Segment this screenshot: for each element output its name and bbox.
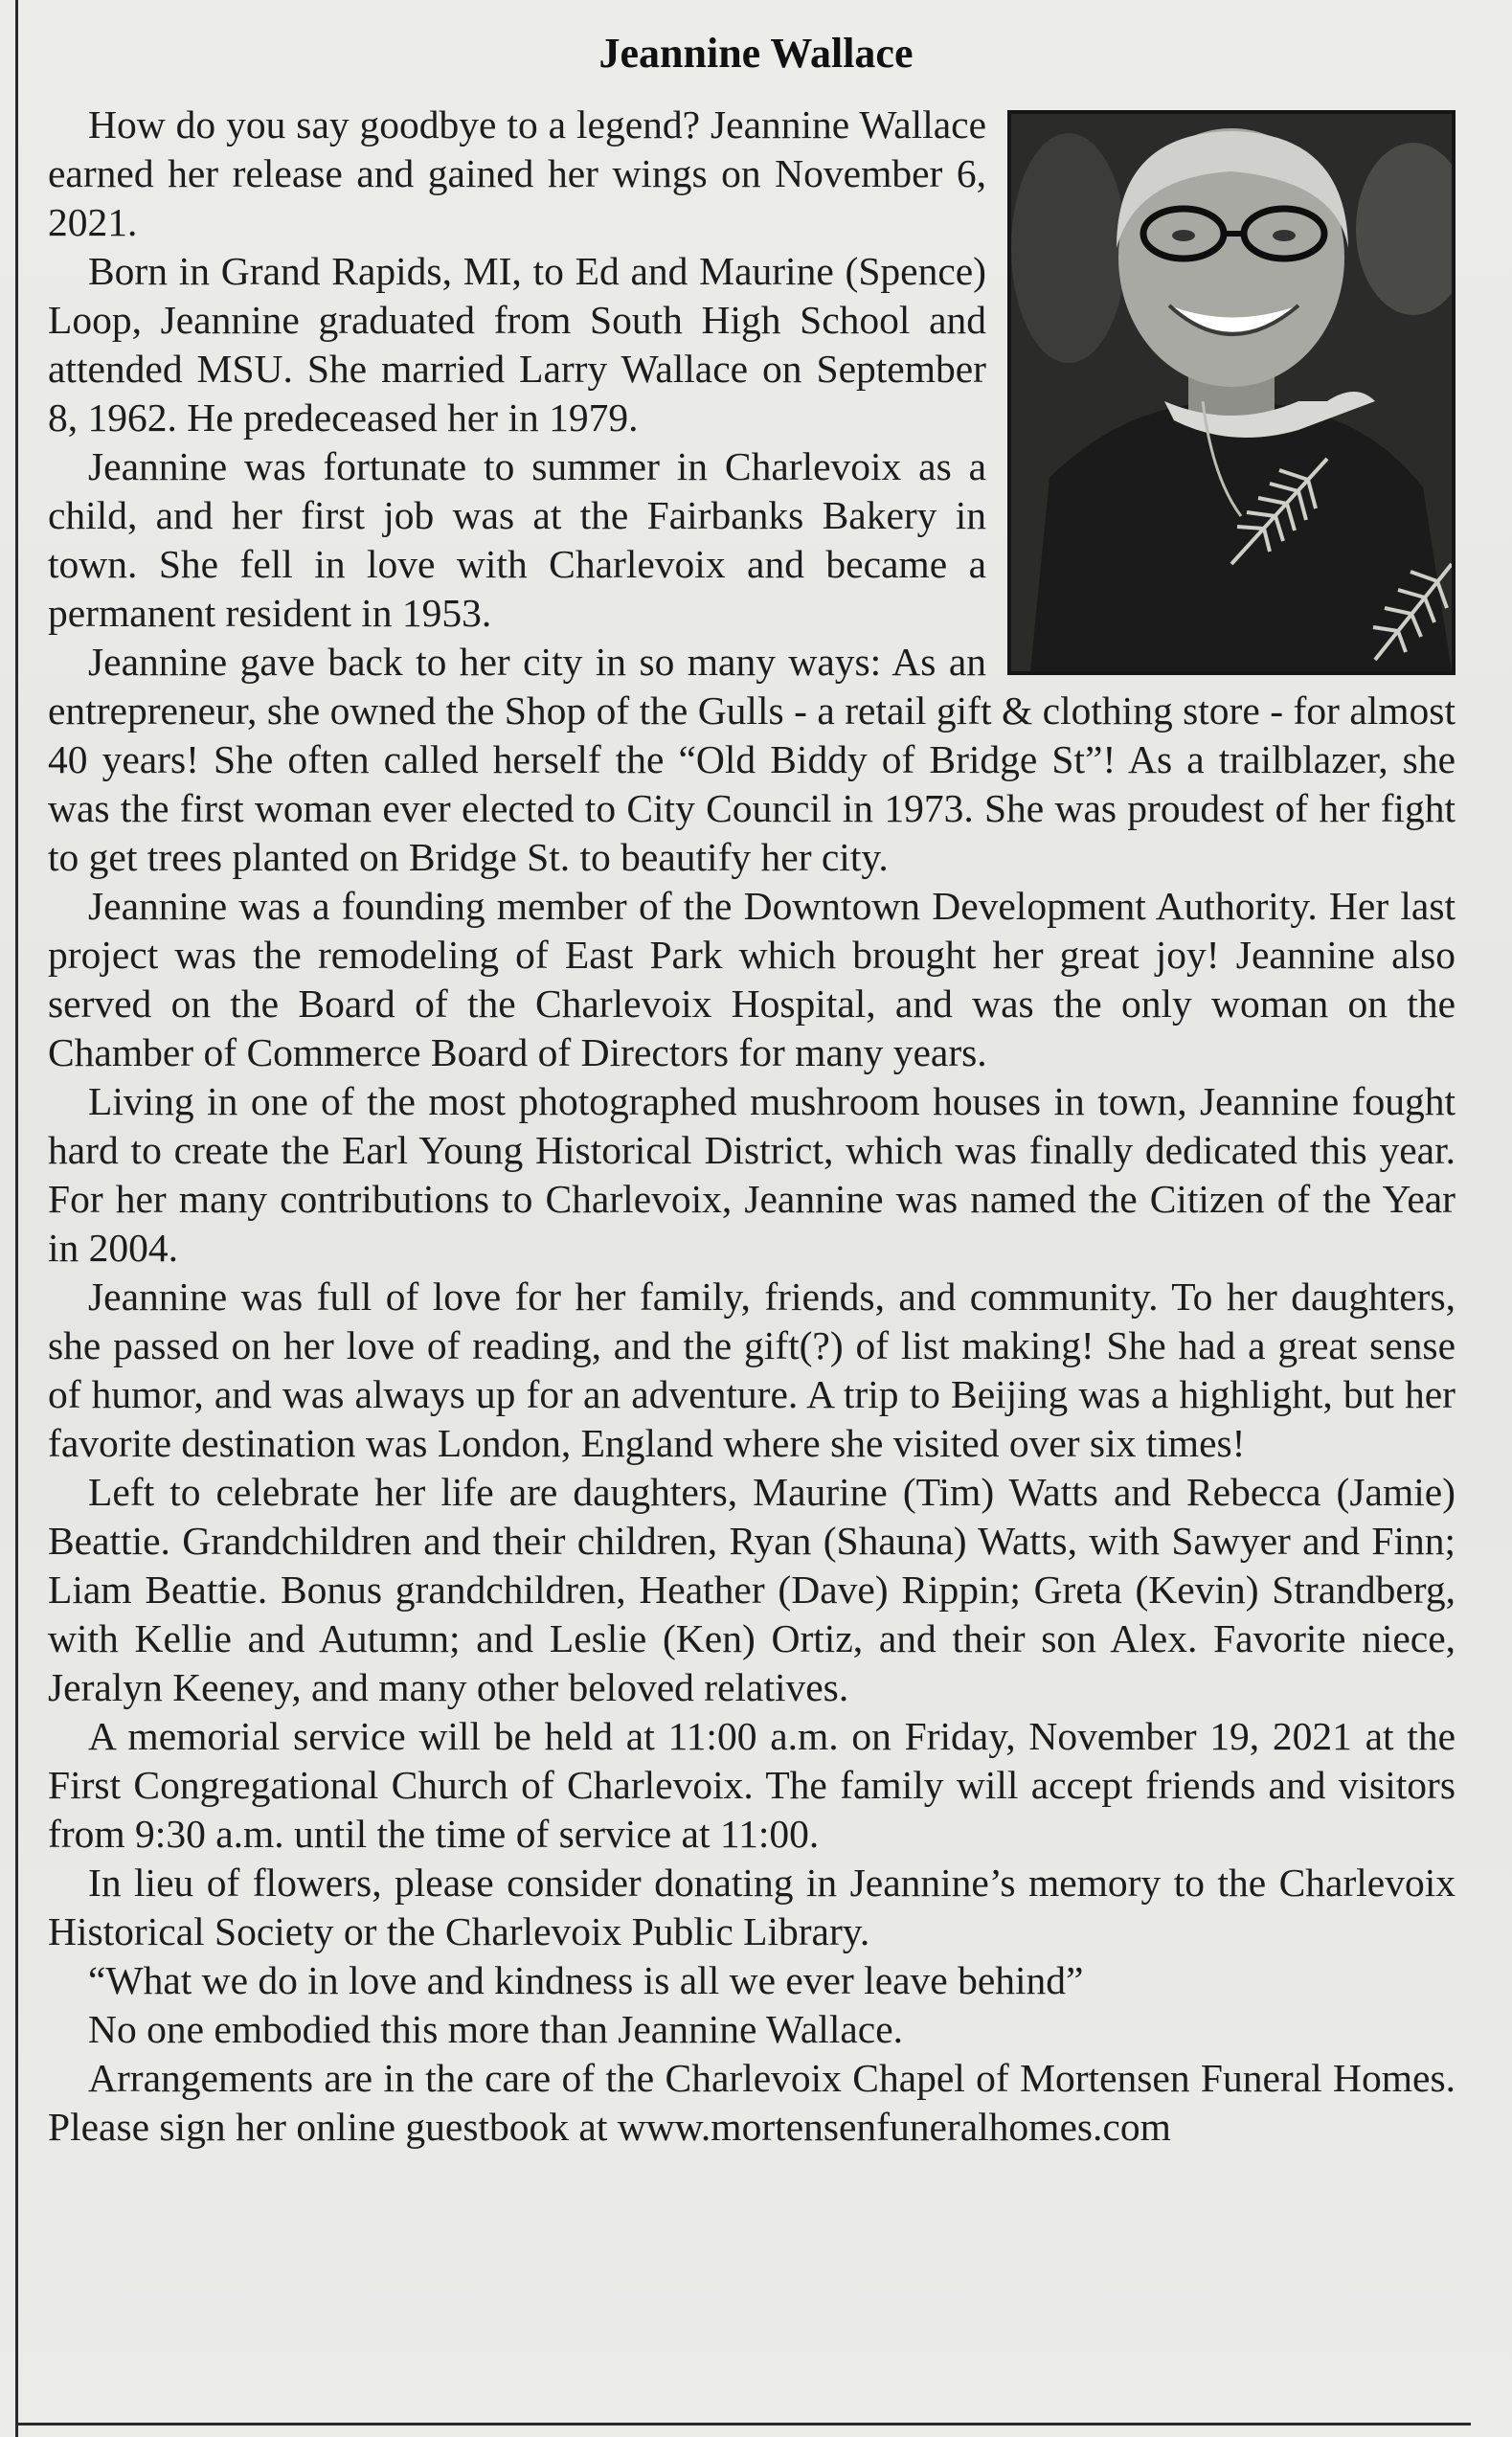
portrait-photo	[1007, 110, 1456, 675]
paragraph: No one embodied this more than Jeannine Wallace.	[88, 2007, 903, 2051]
quote-paragraph: “What we do in love and kindness is all we ever leave behind”	[88, 1958, 1084, 2002]
obituary-body	[48, 101, 1456, 2152]
portrait-illustration	[1011, 114, 1452, 671]
paragraph: A memorial service will be held at 11:00 a.m. on Friday, November 19, 2021 at the First Congregational Church of Charlevoix. The family will accept friends and visitors from 9:30 a.m. until the time of service at 11:00.	[48, 1714, 1456, 1856]
paragraph: Jeannine was full of love for her family, friends, and community. To her daughters, she passed on her love of reading, and the gift(?) of list making! She had a great sense of humor, and was always up for an adventure. A trip to Beijing was a highlight, but her favorite destination was London, England where she visited over six times!	[48, 1275, 1456, 1465]
paragraph: How do you say goodbye to a legend? Jeannine Wallace earned her release and gained her wings on November 6, 2021.	[48, 102, 986, 244]
paragraph: Left to celebrate her life are daughters, Maurine (Tim) Watts and Rebecca (Jamie) Beattie. Grandchildren and their children, Ryan (Shauna) Watts, with Sawyer and Finn; Liam Beattie. Bonus grandchildren, Heather (Dave) Rippin; Greta (Kevin) Strandberg, with Kellie and Autumn; and Leslie (Ken) Ortiz, and their son Alex. Favorite niece, Jeralyn Keeney, and many other beloved relatives.	[48, 1470, 1456, 1709]
bottom-column-rule	[15, 2423, 1471, 2426]
paragraph: Born in Grand Rapids, MI, to Ed and Maurine (Spence) Loop, Jeannine graduated from South High School and attended MSU. She married Larry Wallace on September 8, 1962. He predeceased her in 1979.	[48, 249, 986, 440]
paragraph: Jeannine was a founding member of the Downtown Development Authority. Her last project was the remodeling of East Park which brought her great joy! Jeannine also served on the Board of the Charlevoix Hospital, and was the only woman on the Chamber of Commerce Board of Directors for many years.	[48, 884, 1456, 1074]
left-column-rule	[15, 0, 18, 2437]
paragraph: Jeannine gave back to her city in so many ways: As an entrepreneur, she owned the Shop of the Gulls - a retail gift & clothing store - for almost 40 years! She often called herself the “Old Biddy of Bridge St”! As a trailblazer, she was the first woman ever elected to City Council in 1973. She was proudest of her fight to get trees planted on Bridge St. to beautify her city.	[48, 640, 1456, 879]
paragraph: Jeannine was fortunate to summer in Charlevoix as a child, and her first job was at the Fairbanks Bakery in town. She fell in love with Charlevoix and became a permanent resident in 1953.	[48, 444, 986, 635]
paragraph: In lieu of flowers, please consider donating in Jeannine’s memory to the Charlevoix Historical Society or the Charlevoix Public Library.	[48, 1861, 1456, 1953]
paragraph: Arrangements are in the care of the Charlevoix Chapel of Mortensen Funeral Homes. Please sign her online guestbook at www.mortensenfuneralhomes.com	[48, 2056, 1456, 2149]
paragraph: Living in one of the most photographed mushroom houses in town, Jeannine fought hard to create the Earl Young Historical District, which was finally dedicated this year. For her many contributions to Charlevoix, Jeannine was named the Citizen of the Year in 2004.	[48, 1079, 1456, 1270]
obituary-title: Jeannine Wallace	[598, 30, 914, 77]
